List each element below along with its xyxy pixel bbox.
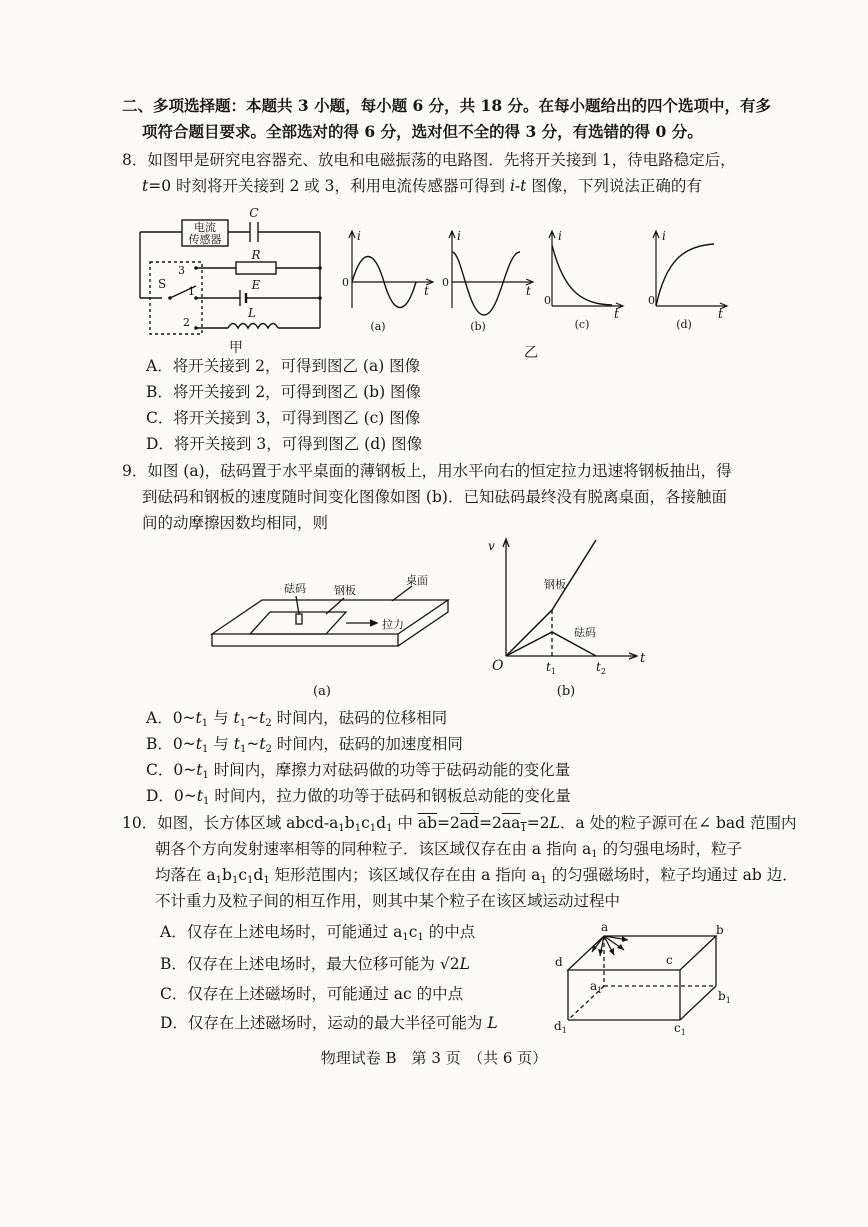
q9-option-b[interactable]: B．$0\sim t_1$ 与 $t_1\sim t_2$ 时间内，砝码的加速度相同: [146, 735, 463, 755]
q10-stem-line3: 均落在 $a_1b_1c_1d_1$ 矩形范围内；该区域仅存在由 a 指向 $a_1$ 的匀强磁场时，粒子均通过 ab 边．: [155, 866, 798, 886]
svg-text:(a): (a): [370, 320, 386, 333]
q8-option-a[interactable]: A．将开关接到 2，可得到图乙 (a) 图像: [146, 357, 421, 375]
svg-text:0: 0: [442, 276, 449, 289]
svg-text:(c): (c): [574, 318, 590, 331]
q10-option-d[interactable]: D．仅存在上述磁场时，运动的最大半径可能为 L: [160, 1014, 498, 1032]
svg-text:O: O: [492, 658, 504, 674]
q10-option-b[interactable]: B．仅存在上述电场时，最大位移可能为 √2L: [160, 955, 470, 973]
q10-stem-line2: 朝各个方向发射速率相等的同种粒子．该区域仅存在由 a 指向 $a_1$ 的匀强电场时，粒子: [155, 840, 743, 860]
label-fig-a: (a): [313, 684, 331, 699]
q9-stem-line1: 9．如图 (a)，砝码置于水平桌面的薄钢板上，用水平向右的恒定拉力迅速将钢板抽出，得: [122, 462, 732, 480]
q9-stem-line2: 到砝码和钢板的速度随时间变化图像如图 (b)．已知砝码最终没有脱离桌面，各接触面: [142, 488, 727, 506]
svg-text:v: v: [488, 539, 495, 553]
q8-stem-line1: 8．如图甲是研究电容器充、放电和电磁振荡的电路图．先将开关接到 1，待电路稳定后，: [122, 151, 736, 169]
svg-text:0: 0: [648, 294, 655, 307]
svg-text:i: i: [558, 229, 562, 243]
svg-text:(b): (b): [470, 320, 486, 333]
q9-option-d[interactable]: D．$0\sim t_1$ 时间内，拉力做的功等于砝码和钢板总动能的变化量: [146, 787, 571, 807]
label-weight-line: 砝码: [574, 626, 596, 639]
svg-text:d1: $d_1$: [554, 1019, 567, 1035]
label-1: 1: [188, 285, 195, 298]
q8-option-c[interactable]: C．将开关接到 3，可得到图乙 (c) 图像: [146, 409, 421, 427]
q8-stem-line2: t=0 时刻将开关接到 2 或 3，利用电流传感器可得到 i-t 图像，下列说法正确的有: [142, 177, 702, 195]
svg-text:t1: $t_1$: [546, 660, 556, 676]
svg-text:0: 0: [342, 276, 349, 289]
label-plate: 钢板: [334, 584, 356, 597]
q10-option-c[interactable]: C．仅存在上述磁场时，可能通过 ac 的中点: [160, 985, 464, 1003]
q9-option-a[interactable]: A．$0\sim t_1$ 与 $t_1\sim t_2$ 时间内，砝码的位移相同: [146, 709, 448, 729]
label-pull: 拉力: [382, 618, 404, 631]
svg-text:t: t: [640, 651, 646, 666]
svg-text:t: t: [718, 307, 723, 321]
label-desk: 桌面: [406, 574, 428, 587]
sensor-label-1: 电流: [194, 221, 216, 234]
svg-text:c1: $c_1$: [674, 1021, 686, 1037]
svg-text:t2: $t_2$: [596, 660, 606, 676]
section-header-line2: 项符合题目要求。全部选对的得 6 分，选对但不全的得 3 分，有选错的得 0 分。: [142, 122, 703, 141]
svg-text:(d): (d): [676, 318, 692, 331]
svg-text:b1: $b_1$: [718, 989, 731, 1005]
q9-stem-line3: 间的动摩擦因数均相同，则: [142, 514, 329, 532]
svg-text:t: t: [424, 284, 429, 298]
svg-text:c: c: [666, 953, 673, 967]
label-L: L: [248, 306, 256, 320]
svg-text:i: i: [357, 229, 361, 243]
svg-text:a1: $a_1$: [590, 979, 603, 995]
q8-option-d[interactable]: D．将开关接到 3，可得到图乙 (d) 图像: [146, 435, 423, 453]
q8-option-b[interactable]: B．将开关接到 2，可得到图乙 (b) 图像: [146, 383, 422, 401]
q10-option-a[interactable]: A．仅存在上述电场时，可能通过 $a_1c_1$ 的中点: [160, 923, 476, 943]
label-yi: 乙: [524, 345, 538, 361]
sensor-label-2: 传感器: [188, 233, 222, 246]
q9-option-c[interactable]: C．$0\sim t_1$ 时间内，摩擦力对砝码做的功等于砝码动能的变化量: [146, 761, 571, 781]
svg-text:a: a: [601, 920, 609, 934]
svg-text:i: i: [457, 229, 461, 243]
q10-stem-line1: 10．如图，长方体区域 abcd-$a_1b_1c_1d_1$ 中 $\overline{ab}=2\overline{ad}=2aa_1=2L$．a 处的粒子源可在∠ bad 范围内: [122, 814, 797, 834]
svg-text:0: 0: [544, 294, 551, 307]
svg-text:t: t: [526, 284, 531, 298]
svg-text:i: i: [662, 229, 666, 243]
svg-text:d: d: [555, 955, 563, 969]
label-R: R: [251, 248, 261, 262]
label-3: 3: [178, 264, 185, 277]
section-header-line1: 二、多项选择题：本题共 3 小题，每小题 6 分，共 18 分。在每小题给出的四个选项中，有多: [122, 96, 772, 115]
label-fig-b: (b): [556, 684, 576, 699]
label-plate-line: 钢板: [544, 578, 566, 591]
label-weight: 砝码: [284, 582, 306, 595]
label-2: 2: [183, 316, 190, 329]
label-S: S: [158, 277, 167, 291]
q10-stem-line4: 不计重力及粒子间的相互作用，则其中某个粒子在该区域运动过程中: [155, 892, 621, 910]
label-E: E: [251, 278, 261, 292]
svg-text:t: t: [614, 307, 619, 321]
page-footer: 物理试卷 B 第 3 页 （共 6 页）: [320, 1049, 548, 1067]
label-C: C: [249, 206, 259, 220]
label-jia: 甲: [229, 340, 243, 356]
svg-text:b: b: [716, 923, 724, 937]
